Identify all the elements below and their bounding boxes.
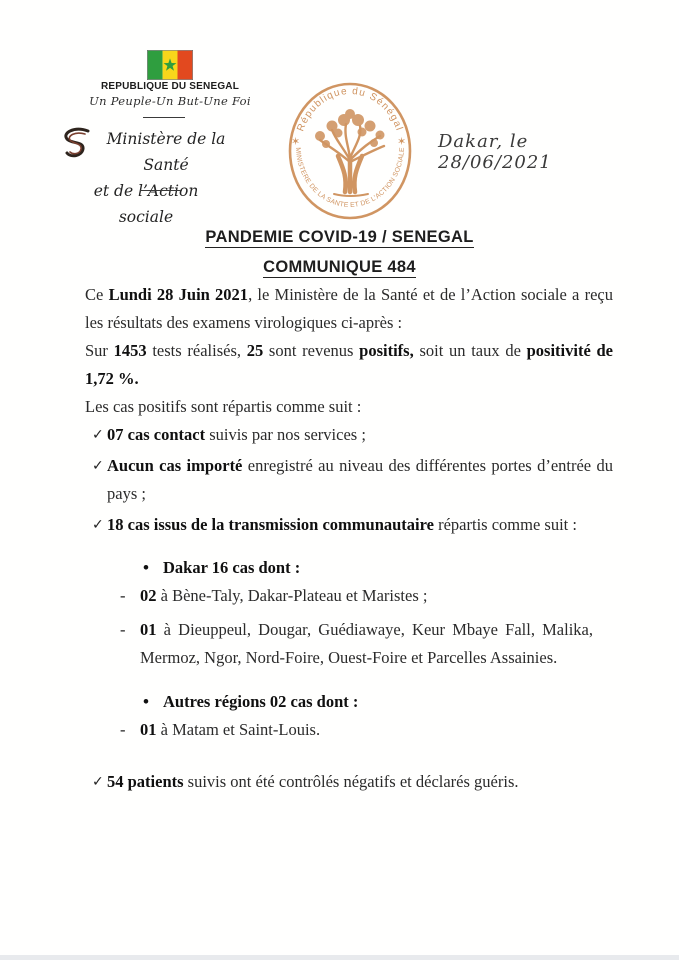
paragraph-repartition: Les cas positifs sont répartis comme suit : bbox=[85, 397, 362, 416]
dash-icon: - bbox=[120, 720, 126, 739]
list-item-dakar: • Dakar 16 cas dont : bbox=[143, 554, 613, 582]
separator-line bbox=[140, 190, 182, 191]
dash-icon: - bbox=[120, 620, 126, 639]
senegal-flag-icon bbox=[147, 50, 193, 80]
list-item-patients-gueris: ✓ 54 patients suivis ont été contrôlés négatifs et déclarés guéris. bbox=[92, 768, 613, 796]
seal-bottom-text: MINISTERE DE LA SANTE ET DE L'ACTION SOCIALE bbox=[293, 147, 407, 210]
check-mark-icon: ✓ bbox=[92, 774, 104, 790]
list-item-dakar-01: - 01 à Dieuppeul, Dougar, Guédiawaye, Keur Mbaye Fall, Malika, Mermoz, Ngor, Nord-Foire, Ouest-Foire et Parcelles Assainies. bbox=[120, 616, 613, 672]
bullet-icon: • bbox=[143, 692, 149, 711]
ministry-name bbox=[95, 126, 237, 230]
check-mark-icon: ✓ bbox=[92, 458, 104, 474]
ministry-seal bbox=[286, 80, 414, 222]
list-item-regions-01: - 01 à Matam et Saint-Louis. bbox=[120, 716, 613, 744]
scan-edge-shadow bbox=[0, 955, 679, 960]
ministry-logo-icon bbox=[58, 127, 92, 163]
national-motto: Un Peuple-Un But-Une Foi bbox=[89, 94, 251, 108]
list-item-dakar-02: - 02 à Bène-Taly, Dakar-Plateau et Maristes ; bbox=[120, 582, 613, 610]
list-item-imported-cases: ✓ Aucun cas importé enregistré au niveau des différentes portes d’entrée du pays ; bbox=[92, 452, 613, 508]
title-line1: PANDEMIE COVID-19 / SENEGAL bbox=[205, 228, 474, 246]
seal-top-text: République du Sénégal bbox=[295, 85, 405, 133]
dash-icon: - bbox=[120, 586, 126, 605]
separator-line bbox=[143, 117, 185, 118]
ministry-name-line1: Ministère de la Santé bbox=[106, 130, 226, 174]
list-item-community-cases: ✓ 18 cas issus de la transmission communautaire répartis comme suit : bbox=[92, 511, 613, 539]
check-mark-icon: ✓ bbox=[92, 517, 104, 533]
check-mark-icon: ✓ bbox=[92, 427, 104, 443]
seal-star-icon: ✶ bbox=[397, 136, 407, 148]
list-item-autres-regions: • Autres régions 02 cas dont : bbox=[143, 688, 613, 716]
list-item-contact-cases: ✓ 07 cas contact suivis par nos services ; bbox=[92, 421, 613, 449]
date-line: Dakar, le 28/06/2021 bbox=[438, 131, 552, 173]
baobab-tree-icon bbox=[315, 109, 385, 196]
seal-star-icon: ✶ bbox=[291, 136, 301, 148]
communique-body bbox=[0, 281, 679, 796]
paragraph-tests: Sur 1453 tests réalisés, 25 sont revenus positifs, soit un taux de positivité de 1,72 %. bbox=[85, 341, 613, 388]
title-line2: COMMUNIQUE 484 bbox=[263, 258, 416, 276]
paragraph-intro: Ce Lundi 28 Juin 2021, le Ministère de la Santé et de l’Action sociale a reçu les résultats des examens virologiques ci-après : bbox=[85, 285, 613, 332]
bullet-icon: • bbox=[143, 558, 149, 577]
republic-title: REPUBLIQUE DU SENEGAL bbox=[100, 81, 240, 92]
ministry-name-line2: et de l’Action sociale bbox=[93, 182, 199, 226]
document-title bbox=[0, 222, 679, 282]
